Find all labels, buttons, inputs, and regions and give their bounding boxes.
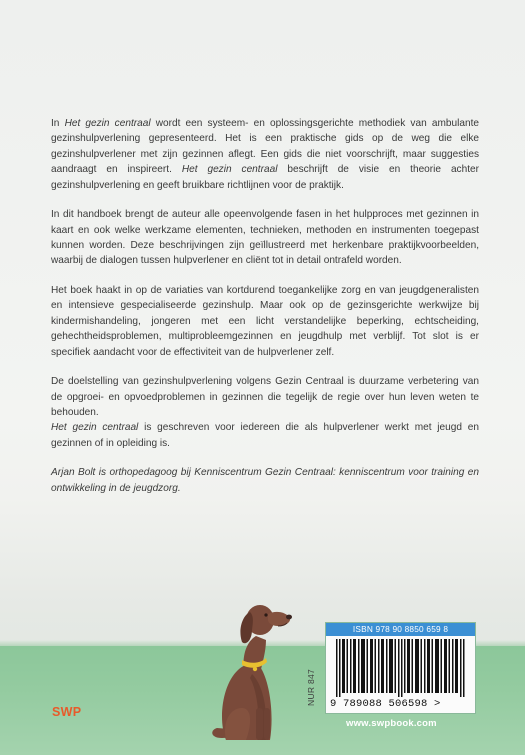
blurb-paragraph-intro bbox=[51, 116, 479, 193]
author-bio-text: Arjan Bolt is orthopedagoog bij Kenniscentrum Gezin Centraal: kenniscentrum voor training en ontwikkeling in de jeugdzorg. bbox=[51, 467, 479, 494]
publisher-website: www.swpbook.com bbox=[346, 718, 437, 729]
isbn-label: ISBN 978 90 8850 659 8 bbox=[326, 623, 475, 636]
book-title-mention: Het gezin centraal bbox=[181, 164, 278, 176]
author-bio bbox=[51, 465, 479, 496]
barcode-panel bbox=[325, 622, 476, 714]
book-title-mention: Het gezin centraal bbox=[64, 118, 151, 129]
publisher-logo: SWP bbox=[52, 705, 82, 719]
dog-illustration bbox=[212, 590, 294, 740]
audience-text: is geschreven voor iedereen die als hulpverlener werkt met jeugd en gezinnen of in opleiding is. bbox=[51, 422, 479, 449]
blurb-paragraph-audience bbox=[51, 420, 479, 451]
intro-text: wordt een systeem- en oplossingsgerichte methodiek van ambulante gezinshulpverlening gepresenteerd. Het is een praktische gids op de weg die elke gezinshulpverlener met zijn gezinnen aflegt. Een gids die niet voorschrijft, maar suggesties aandraagt en inspireert. bbox=[51, 118, 479, 176]
intro-lead: In bbox=[51, 118, 65, 129]
nur-code: NUR 847 bbox=[306, 668, 316, 706]
barcode-digits: 9 789088 506598 > bbox=[330, 698, 441, 710]
blurb-paragraph-variations: Het boek haakt in op de variaties van kortdurend toegankelijke zorg en van jeugdgeneralisten en intensieve gespecialiseerde gezinshulp. Maar ook op de gezinsgerichte werkwijze bij kindermishandeling, jongeren met een licht verstandelijke beperking, echtscheiding, gehechtheidsproblemen, multiprobleemgezinnen en jeugdhulp met verblijf. Tot slot is er specifiek aandacht voor de effectiviteit van de hulpverlener zelf. bbox=[51, 285, 479, 358]
blurb-text bbox=[51, 116, 479, 510]
blurb-paragraph-goal: De doelstelling van gezinshulpverlening volgens Gezin Centraal is duurzame verbetering van de opgroei- en opvoedproblemen in gezinnen die tegelijk de regie over hun leven weten te behouden. bbox=[51, 376, 479, 419]
blurb-paragraph-handbook: In dit handboek brengt de auteur alle opeenvolgende fasen in het hulpproces met gezinnen in kaart en ook welke werkzame elementen, technieken, methoden en instrumenten toegepast kunnen worden. Deze beschrijvingen zijn geïllustreerd met herkenbare praktijkvoorbeelden, waarbij de dialogen tussen hulpverlener en cliënt tot in detail ontrafeld worden. bbox=[51, 209, 479, 267]
intro-text-2: beschrijft de visie en theorie achter gezinshulpverlening en geeft bruikbare richtlijnen voor de praktijk. bbox=[51, 164, 480, 191]
barcode bbox=[336, 639, 465, 697]
book-title-mention: Het gezin centraal bbox=[51, 422, 139, 434]
